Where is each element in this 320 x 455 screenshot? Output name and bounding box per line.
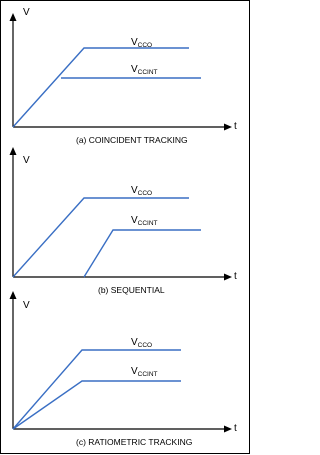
panel-ratiometric-tracking bbox=[10, 291, 238, 447]
x-axis-arrow bbox=[224, 426, 232, 433]
panel-sequential bbox=[10, 147, 238, 295]
x-axis-label: t bbox=[234, 121, 237, 132]
y-axis-arrow bbox=[10, 13, 17, 21]
caption-b: (b) SEQUENTIAL bbox=[98, 285, 165, 295]
caption-a: (a) COINCIDENT TRACKING bbox=[76, 135, 188, 145]
x-axis-label: t bbox=[234, 271, 237, 282]
y-axis-label: V bbox=[23, 155, 30, 166]
vcco-trace bbox=[13, 48, 189, 127]
panel-coincident-tracking bbox=[10, 7, 238, 145]
vccint-trace bbox=[84, 230, 201, 277]
vcco-label: $V_{CCO}$ bbox=[131, 185, 153, 197]
vcco-label: $V_{CCO}$ bbox=[131, 37, 153, 49]
vcco-trace bbox=[13, 198, 189, 277]
x-axis-arrow bbox=[224, 124, 232, 131]
vccint-trace bbox=[13, 381, 181, 429]
y-axis-arrow bbox=[10, 147, 17, 155]
vcco-trace bbox=[13, 350, 181, 429]
vccint-label: $V_{CCINT}$ bbox=[131, 64, 158, 76]
y-axis-label: V bbox=[23, 7, 30, 18]
caption-c: (c) RATIOMETRIC TRACKING bbox=[76, 437, 193, 447]
vccint-label: $V_{CCINT}$ bbox=[131, 215, 158, 227]
y-axis-label: V bbox=[23, 300, 30, 311]
x-axis-label: t bbox=[234, 423, 237, 434]
x-axis-arrow bbox=[224, 274, 232, 281]
vcco-label: $V_{CCO}$ bbox=[131, 337, 153, 349]
y-axis-arrow bbox=[10, 291, 17, 299]
vccint-label: $V_{CCINT}$ bbox=[131, 366, 158, 378]
diagram-canvas bbox=[1, 1, 251, 455]
